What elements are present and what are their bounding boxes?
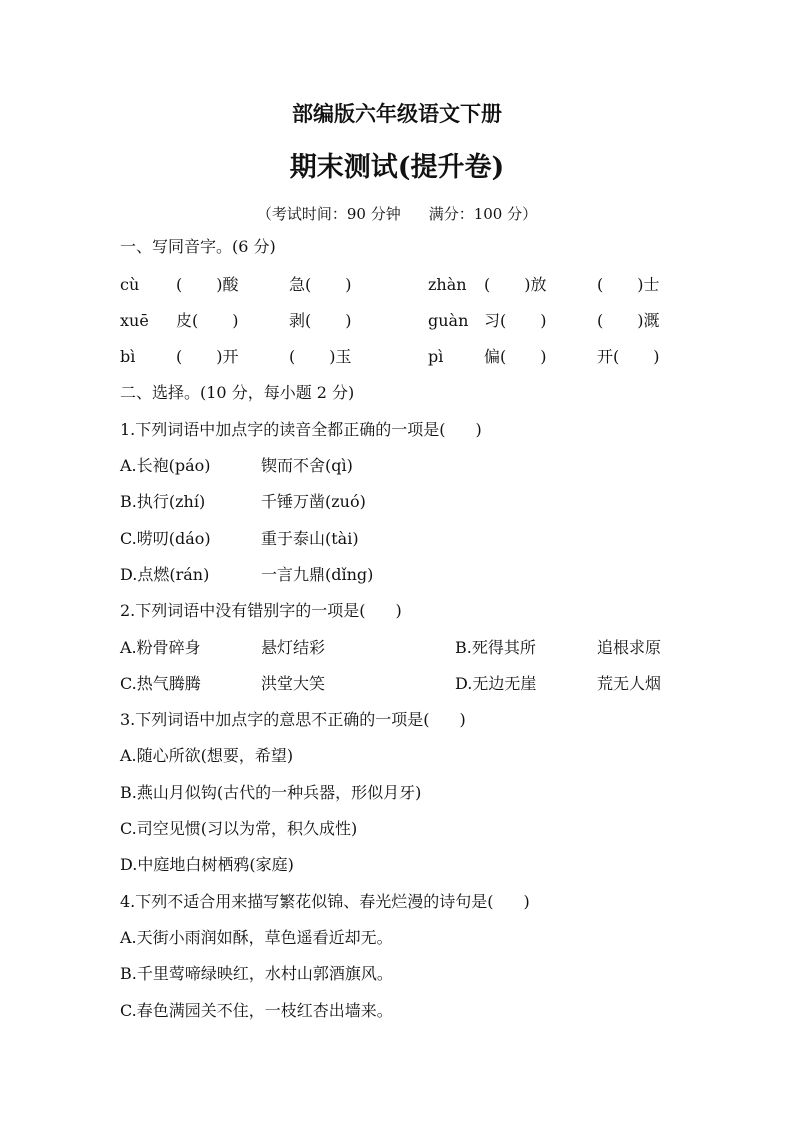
q2-option-b-word2: 追根求原 (597, 638, 662, 657)
q4-option-a: A.天街小雨润如酥，草色遥看近却无。 (120, 928, 393, 947)
q3-option-b: B.燕山月似钩(古代的一种兵器，形似月牙) (120, 783, 422, 802)
exam-score: 满分：100 分） (428, 205, 538, 223)
word-item: ( )溉 (597, 311, 660, 330)
word-item: 习( ) (484, 311, 547, 330)
q1-option-d: D.点燃(rán) (120, 565, 210, 584)
q3-option-c: C.司空见惯(习以为常，积久成性) (120, 819, 358, 838)
q2-option-c-word2: 洪堂大笑 (261, 674, 326, 693)
word-item: ( )士 (597, 275, 660, 294)
exam-time: （考试时间：90 分钟 (256, 205, 401, 223)
word-item: 开( ) (597, 347, 660, 366)
pinyin-cu: cù (120, 275, 140, 294)
word-item: 急( ) (289, 275, 352, 294)
pinyin-xue: xuē (120, 311, 149, 330)
q4-option-c: C.春色满园关不住，一枝红杏出墙来。 (120, 1001, 393, 1020)
q3-option-d: D.中庭地白树栖鸦(家庭) (120, 855, 294, 874)
section1-heading: 一、写同音字。(6 分) (120, 237, 276, 256)
q1-option-b: B.执行(zhí) (120, 492, 206, 511)
exam-title: 期末测试(提升卷) (289, 152, 505, 183)
word-item: ( )玉 (289, 347, 352, 366)
q1-option-a: A.长袍(páo) (120, 456, 211, 475)
q2-option-a-word2: 悬灯结彩 (261, 638, 326, 657)
word-item: 剥( ) (289, 311, 352, 330)
pinyin-guan: guàn (428, 311, 469, 330)
section2-heading: 二、选择。(10 分，每小题 2 分) (120, 383, 355, 402)
exam-info (0, 203, 794, 224)
exam-series-title: 部编版六年级语文下册 (292, 101, 502, 126)
q2-option-d: D.无边无崖 (455, 674, 537, 693)
q1-option-b-word: 千锤万凿(zuó) (261, 492, 366, 511)
word-item: ( )酸 (176, 275, 239, 294)
question-1: 1.下列词语中加点字的读音全都正确的一项是( ) (120, 420, 482, 439)
pinyin-zhan: zhàn (428, 275, 467, 294)
q2-option-d-word2: 荒无人烟 (597, 674, 662, 693)
q2-option-c: C.热气腾腾 (120, 674, 201, 693)
pinyin-bi: bì (120, 347, 136, 366)
question-3: 3.下列词语中加点字的意思不正确的一项是( ) (120, 710, 466, 729)
q1-option-a-word: 锲而不舍(qì) (261, 456, 353, 475)
word-item: 皮( ) (176, 311, 239, 330)
q1-option-c: C.唠叨(dáo) (120, 529, 211, 548)
q2-option-b: B.死得其所 (455, 638, 536, 657)
word-item: ( )开 (176, 347, 239, 366)
word-item: 偏( ) (484, 347, 547, 366)
word-item: ( )放 (484, 275, 547, 294)
question-2: 2.下列词语中没有错别字的一项是( ) (120, 601, 402, 620)
q1-option-d-word: 一言九鼎(dǐng) (261, 565, 374, 584)
pinyin-pi: pì (428, 347, 444, 366)
q4-option-b: B.千里莺啼绿映红，水村山郭酒旗风。 (120, 964, 393, 983)
q1-option-c-word: 重于泰山(tài) (261, 529, 359, 548)
question-4: 4.下列不适合用来描写繁花似锦、春光烂漫的诗句是( ) (120, 892, 530, 911)
q3-option-a: A.随心所欲(想要，希望) (120, 746, 294, 765)
q2-option-a: A.粉骨碎身 (120, 638, 201, 657)
